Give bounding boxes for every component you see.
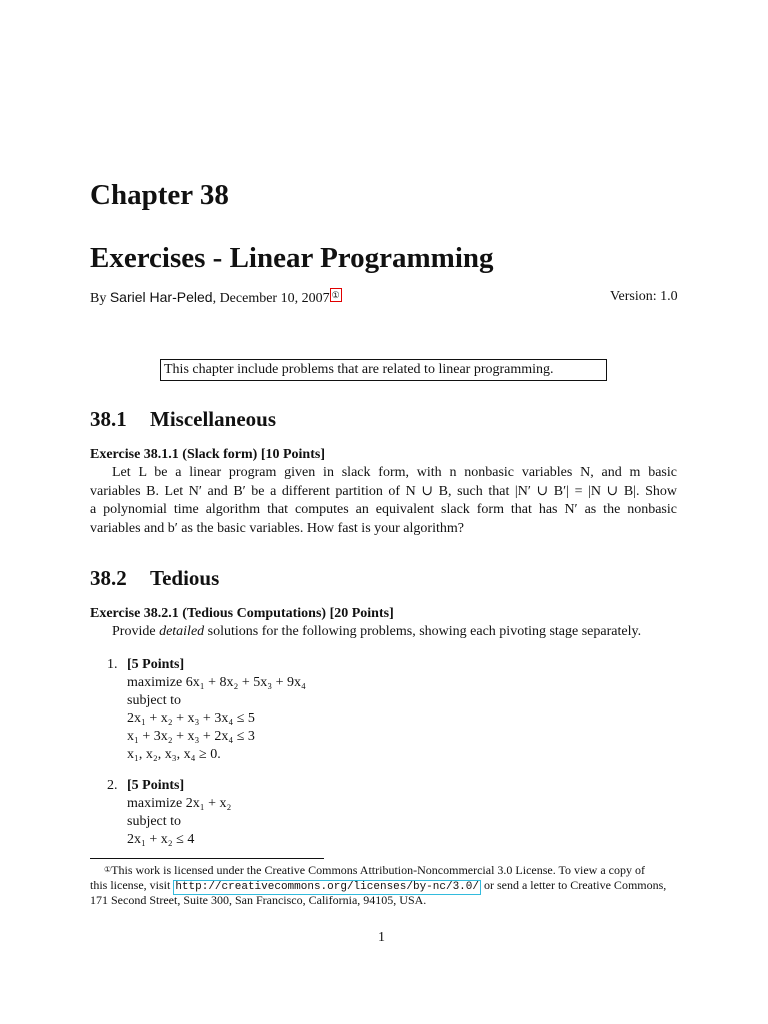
chapter-summary-box: This chapter include problems that are related to linear programming.	[160, 359, 607, 381]
license-url-link[interactable]: http://creativecommons.org/licenses/by-nc/3.0/	[175, 881, 479, 893]
page-number: 1	[378, 930, 385, 945]
exercise-text-line: variables and b′ as the basic variables. How fast is your algorithm?	[90, 521, 464, 536]
footnote-divider	[90, 858, 324, 859]
exercise-title: Exercise 38.1.1 (Slack form) [10 Points]	[90, 447, 325, 462]
footnote-link[interactable]: ①	[331, 290, 340, 300]
footnote-text: this license, visit	[90, 878, 174, 892]
chapter-title: Exercises - Linear Programming	[90, 242, 494, 274]
problem-line: 2x₁ + x₂ + x₃ + 3x₄ ≤ 5	[127, 711, 255, 726]
intro-emphasis: detailed	[159, 624, 205, 639]
problem-line: x₁, x₂, x₃, x₄ ≥ 0.	[127, 747, 221, 762]
footnote-line: 171 Second Street, Suite 300, San Francisco, California, 94105, USA.	[90, 893, 427, 907]
problem-number: 2.	[107, 778, 118, 793]
exercise-text-line: a polynomial time algorithm that computes an equivalent slack form that has N′ as the nonbasic	[90, 502, 677, 517]
footnote-text: or send a letter to Creative Commons,	[480, 878, 667, 892]
intro-text: Provide	[112, 624, 160, 639]
section-heading-tedious	[90, 565, 219, 591]
footnote-text: This work is licensed under the Creative Commons Attribution-Noncommercial 3.0 License. To view a copy of	[111, 863, 645, 877]
problem-line: subject to	[127, 693, 182, 708]
section-title: Miscellaneous	[150, 407, 276, 431]
problem-line: subject to	[127, 814, 182, 829]
exercise-title: Exercise 38.2.1 (Tedious Computations) [20 Points]	[90, 606, 394, 621]
footnote-marker: ①	[104, 865, 112, 874]
problem-line: 2x₁ + x₂ ≤ 4	[127, 832, 195, 847]
intro-text: solutions for the following problems, showing each pivoting stage separately.	[204, 624, 642, 639]
by-prefix: By	[90, 291, 110, 306]
publication-date: , December 10, 2007	[212, 291, 330, 306]
version-label: Version: 1.0	[610, 289, 678, 304]
problem-points: [5 Points]	[127, 778, 185, 793]
chapter-label: Chapter 38	[90, 179, 229, 211]
problem-line: maximize 2x₁ + x₂	[127, 796, 232, 811]
section-number: 38.2	[90, 566, 127, 590]
problem-number: 1.	[107, 657, 118, 672]
section-number: 38.1	[90, 407, 127, 431]
exercise-text-line: variables B. Let N′ and B′ be a different partition of N ∪ B, such that |N′ ∪ B′| = |N ∪ B|. Show	[90, 484, 677, 499]
section-heading-miscellaneous	[90, 406, 276, 432]
problem-line: maximize 6x₁ + 8x₂ + 5x₃ + 9x₄	[127, 675, 306, 690]
problem-line: x₁ + 3x₂ + x₃ + 2x₄ ≤ 3	[127, 729, 255, 744]
exercise-intro	[112, 623, 641, 641]
problem-points: [5 Points]	[127, 657, 185, 672]
footnote-line	[104, 862, 645, 878]
exercise-text-line: Let L be a linear program given in slack form, with n nonbasic variables N, and m basic	[112, 465, 677, 480]
section-title: Tedious	[150, 566, 220, 590]
byline	[90, 288, 342, 308]
author-name: Sariel Har-Peled	[109, 289, 213, 305]
